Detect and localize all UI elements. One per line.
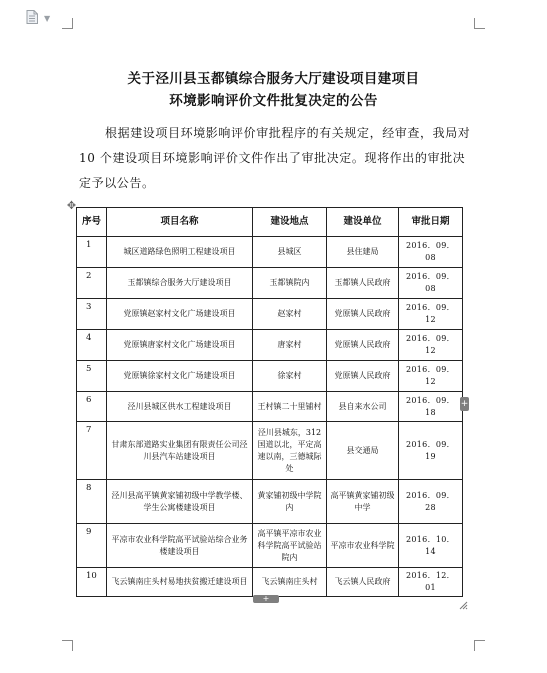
cell-location: 唐家村: [253, 330, 327, 361]
cell-unit: 飞云镇人民政府: [327, 568, 399, 597]
cell-date: 2016．09．12: [399, 361, 463, 392]
cell-name: 泾川县城区供水工程建设项目: [107, 392, 253, 422]
table-row: [77, 480, 463, 524]
cell-date: 2016．10．14: [399, 524, 463, 568]
cell-location: 黄家铺初级中学院内: [253, 480, 327, 524]
col-header-location: 建设地点: [253, 208, 327, 237]
table-row: [77, 361, 463, 392]
page-corner-mark: [62, 640, 73, 651]
table-row: [77, 268, 463, 299]
cell-name: 甘肃东部道路实业集团有限责任公司泾川县汽车站建设项目: [107, 422, 253, 480]
cell-name: 城区道路绿色照明工程建设项目: [107, 237, 253, 268]
cell-unit: 县自来水公司: [327, 392, 399, 422]
table-row: [77, 524, 463, 568]
cell-no: 5: [77, 361, 107, 392]
cell-no: 9: [77, 524, 107, 568]
cell-name: 玉都镇综合服务大厅建设项目: [107, 268, 253, 299]
cell-date: 2016．09．08: [399, 268, 463, 299]
cell-name: 飞云镇南庄头村易地扶贫搬迁建设项目: [107, 568, 253, 597]
cell-location: 玉都镇院内: [253, 268, 327, 299]
cell-location: 泾川县城东，312国道以北，平定高速以南，三德城际处: [253, 422, 327, 480]
cell-no: 7: [77, 422, 107, 480]
approval-table: [76, 207, 463, 597]
cell-unit: 县住建局: [327, 237, 399, 268]
cell-unit: 党原镇人民政府: [327, 299, 399, 330]
cell-unit: 党原镇人民政府: [327, 361, 399, 392]
top-bar: [0, 0, 547, 30]
cell-location: 赵家村: [253, 299, 327, 330]
cell-unit: 党原镇人民政府: [327, 330, 399, 361]
cell-location: 徐家村: [253, 361, 327, 392]
cell-unit: 高平镇黄家铺初级中学: [327, 480, 399, 524]
cell-name: 泾川县高平镇黄家铺初级中学教学楼、学生公寓楼建设项目: [107, 480, 253, 524]
cell-no: 10: [77, 568, 107, 597]
cell-no: 4: [77, 330, 107, 361]
page-corner-mark: [62, 18, 73, 29]
cell-no: 2: [77, 268, 107, 299]
page-corner-mark: [474, 18, 485, 29]
table-row: [77, 299, 463, 330]
table-row: [77, 237, 463, 268]
notice-title-line1: 关于泾川县玉都镇综合服务大厅建设项目建项目: [127, 71, 420, 87]
cell-date: 2016．12．01: [399, 568, 463, 597]
col-header-date: 审批日期: [399, 208, 463, 237]
cell-unit: 平凉市农业科学院: [327, 524, 399, 568]
page-corner-mark: [474, 640, 485, 651]
cell-no: 3: [77, 299, 107, 330]
col-header-no: 序号: [77, 208, 107, 237]
cell-no: 1: [77, 237, 107, 268]
cell-name: 党原镇唐家村文化广场建设项目: [107, 330, 253, 361]
cell-date: 2016．09．12: [399, 299, 463, 330]
cell-location: 飞云镇南庄头村: [253, 568, 327, 597]
notice-title-line2: 环境影响评价文件批复决定的公告: [169, 93, 378, 109]
table-row: [77, 422, 463, 480]
cell-location: 高平镇平凉市农业科学院高平试验站院内: [253, 524, 327, 568]
cell-no: 8: [77, 480, 107, 524]
table-header-row: [77, 208, 463, 237]
cell-location: 县城区: [253, 237, 327, 268]
col-header-name: 项目名称: [107, 208, 253, 237]
resize-corner-icon[interactable]: [459, 595, 468, 604]
cell-unit: 玉都镇人民政府: [327, 268, 399, 299]
chevron-down-icon[interactable]: ▼: [44, 14, 51, 23]
col-header-unit: 建设单位: [327, 208, 399, 237]
cell-name: 党原镇赵家村文化广场建设项目: [107, 299, 253, 330]
cell-date: 2016．09．12: [399, 330, 463, 361]
table-row: [77, 568, 463, 597]
cell-location: 王村镇二十里铺村: [253, 392, 327, 422]
plus-icon[interactable]: +: [460, 399, 469, 409]
table-row: [77, 392, 463, 422]
table-row: [77, 330, 463, 361]
plus-icon[interactable]: +: [253, 595, 279, 603]
document-icon[interactable]: [26, 9, 38, 23]
cell-date: 2016．09．19: [399, 422, 463, 480]
cell-name: 平凉市农业科学院高平试验站综合业务楼建设项目: [107, 524, 253, 568]
cell-name: 党原镇徐家村文化广场建设项目: [107, 361, 253, 392]
notice-paragraph: 根据建设项目环境影响评价审批程序的有关规定，经审查，我局对 10 个建设项目环境影响评价文件作出了审批决定。现将作出的审批决定予以公告。: [79, 126, 471, 190]
cell-date: 2016．09．18: [399, 392, 463, 422]
cell-date: 2016．09．08: [399, 237, 463, 268]
cell-no: 6: [77, 392, 107, 422]
cell-date: 2016．09．28: [399, 480, 463, 524]
move-icon[interactable]: ✥: [66, 199, 77, 212]
cell-unit: 县交通局: [327, 422, 399, 480]
